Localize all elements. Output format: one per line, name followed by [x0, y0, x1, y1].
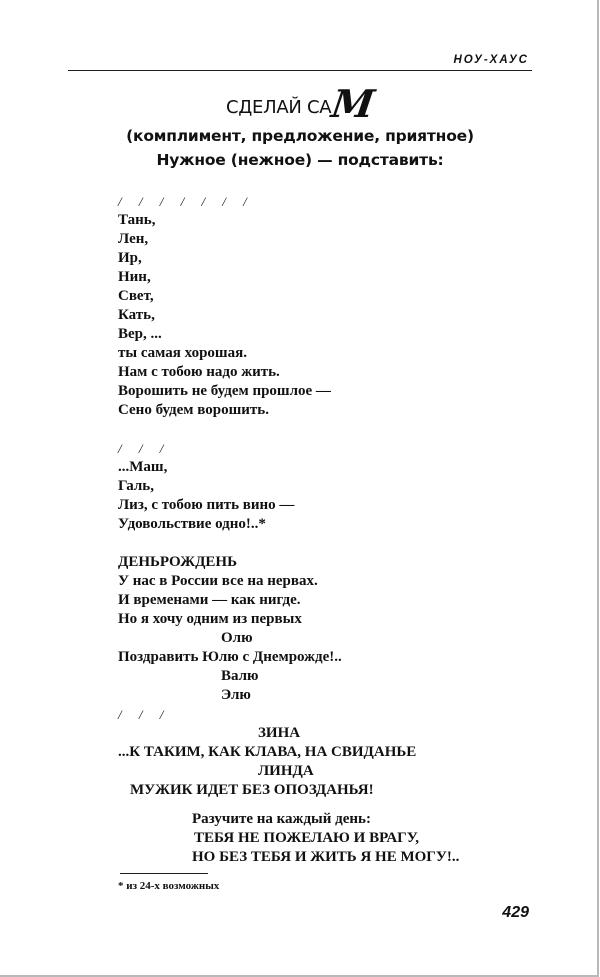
poem-line: ...Маш, [118, 459, 168, 475]
poem-line: Нам с тобою надо жить. [118, 364, 280, 380]
name-variant: ЛИНДА [258, 763, 314, 779]
name-variant: Олю [221, 630, 253, 646]
poem-line: Галь, [118, 478, 154, 494]
poem-line: Вер, ... [118, 326, 162, 342]
footnote-rule [120, 873, 208, 874]
header-rule [68, 70, 532, 71]
stanza-heading: ДЕНЬРОЖДЕНЬ [118, 554, 238, 570]
poem-line: Поздравить Юлю с Днемрожде!.. [118, 649, 342, 665]
poem-line: Ир, [118, 250, 142, 266]
poem-line: Тань, [118, 212, 156, 228]
poem-line: МУЖИК ИДЕТ БЕЗ ОПОЗДАНЬЯ! [130, 782, 374, 798]
title-text: СДЕЛАЙ СА [226, 97, 332, 118]
closing-line: НО БЕЗ ТЕБЯ И ЖИТЬ Я НЕ МОГУ!.. [192, 849, 460, 865]
poem-line: И временами — как нигде. [118, 592, 301, 608]
page-number: 429 [502, 904, 529, 921]
poem-line: Лиз, с тобою пить вино — [118, 497, 295, 513]
poem-line: Свет, [118, 288, 154, 304]
name-variant: Элю [221, 687, 251, 703]
running-head: НОУ-ХАУС [453, 54, 529, 66]
stanza-separator: / / / / / / / [118, 194, 254, 209]
poem-line: Удовольствие одно!..* [118, 516, 266, 532]
closing-intro: Разучите на каждый день: [192, 811, 371, 827]
poem-line: ты самая хорошая. [118, 345, 247, 361]
subtitle-2: Нужное (нежное) — подставить: [156, 151, 444, 169]
poem [118, 192, 538, 867]
stanza-separator: / / / [118, 441, 171, 456]
handwritten-letter: М [329, 81, 378, 126]
poem-line: Лен, [118, 231, 149, 247]
stanza-gap [118, 420, 538, 439]
subtitle-1: (комплимент, предложение, приятное) [126, 127, 474, 145]
footnote [118, 880, 219, 892]
stanza-gap [118, 800, 538, 810]
poem-line: ...К ТАКИМ, КАК КЛАВА, НА СВИДАНЬЕ [118, 744, 417, 760]
footnote-text: из 24-х возможных [123, 880, 220, 892]
poem-line: У нас в России все на нервах. [118, 573, 318, 589]
footnote-marker: * [118, 880, 124, 892]
title-block [68, 81, 532, 172]
poem-line: Но я хочу одним из первых [118, 611, 302, 627]
name-variant: Валю [221, 668, 259, 684]
stanza-gap [118, 534, 538, 553]
name-variant: ЗИНА [258, 725, 301, 741]
page-title [68, 81, 532, 126]
stanza-separator: / / / [118, 707, 171, 722]
poem-line: Нин, [118, 269, 151, 285]
poem-line: Ворошить не будем прошлое — [118, 383, 331, 399]
poem-line: Кать, [118, 307, 155, 323]
poem-line: Сено будем ворошить. [118, 402, 269, 418]
closing-line: ТЕБЯ НЕ ПОЖЕЛАЮ И ВРАГУ, [194, 830, 420, 846]
